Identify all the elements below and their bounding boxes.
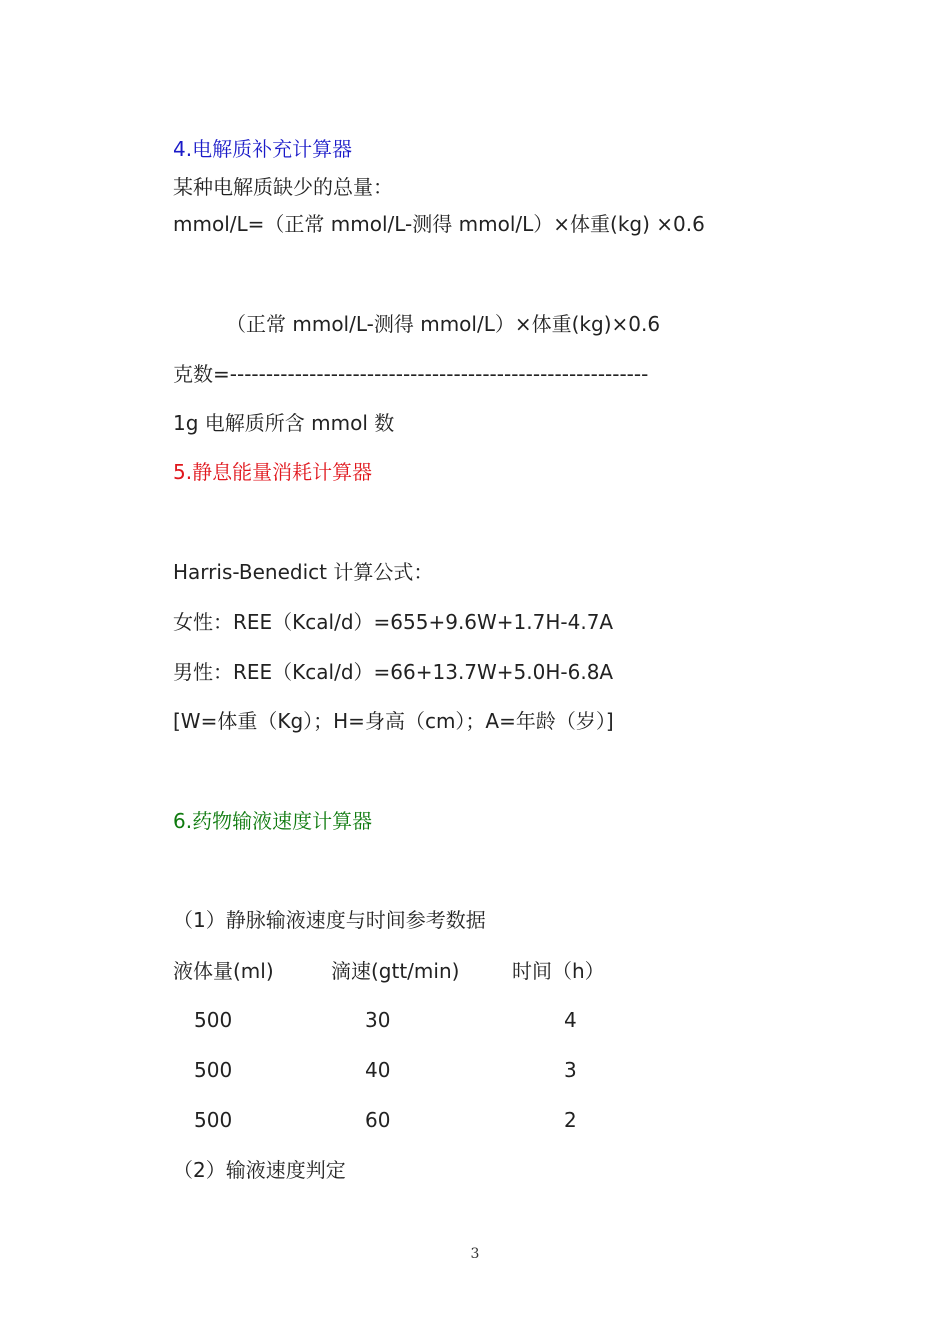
section4-intro: 某种电解质缺少的总量： xyxy=(173,175,393,199)
subsection-2-title: （2）输液速度判定 xyxy=(173,1158,346,1182)
page-number: 3 xyxy=(470,1246,480,1262)
table-cell-drip-rate: 40 xyxy=(365,1058,391,1082)
section6-heading: 6.药物输液速度计算器 xyxy=(173,809,373,833)
table-header-volume: 液体量(ml) xyxy=(173,959,274,983)
section4-heading: 4.电解质补充计算器 xyxy=(173,137,353,161)
fraction-numerator: （正常 mmol/L-测得 mmol/L）×体重(kg)×0.6 xyxy=(226,312,661,336)
section4-formula: mmol/L=（正常 mmol/L-测得 mmol/L）×体重(kg) ×0.6 xyxy=(173,212,705,236)
male-formula: 男性：REE（Kcal/d）=66+13.7W+5.0H-6.8A xyxy=(173,660,614,684)
table-cell-time: 4 xyxy=(564,1008,577,1032)
section5-heading: 5.静息能量消耗计算器 xyxy=(173,460,373,484)
table-cell-volume: 500 xyxy=(194,1008,233,1032)
fraction-line: 克数=---------------------------------------------------------- xyxy=(173,362,649,386)
section5-intro: Harris-Benedict 计算公式： xyxy=(173,560,434,584)
formula-legend: [W=体重（Kg）；H=身高（cm）；A=年龄（岁）] xyxy=(173,709,614,733)
fraction-denominator: 1g 电解质所含 mmol 数 xyxy=(173,411,395,435)
female-formula: 女性：REE（Kcal/d）=655+9.6W+1.7H-4.7A xyxy=(173,610,614,634)
table-cell-drip-rate: 60 xyxy=(365,1108,391,1132)
table-header-time: 时间（h） xyxy=(512,959,605,983)
table-cell-drip-rate: 30 xyxy=(365,1008,391,1032)
table-cell-time: 2 xyxy=(564,1108,577,1132)
table-cell-volume: 500 xyxy=(194,1108,233,1132)
table-header-drip-rate: 滴速(gtt/min) xyxy=(331,959,460,983)
table-cell-volume: 500 xyxy=(194,1058,233,1082)
table-cell-time: 3 xyxy=(564,1058,577,1082)
subsection-1-title: （1）静脉输液速度与时间参考数据 xyxy=(173,908,486,932)
